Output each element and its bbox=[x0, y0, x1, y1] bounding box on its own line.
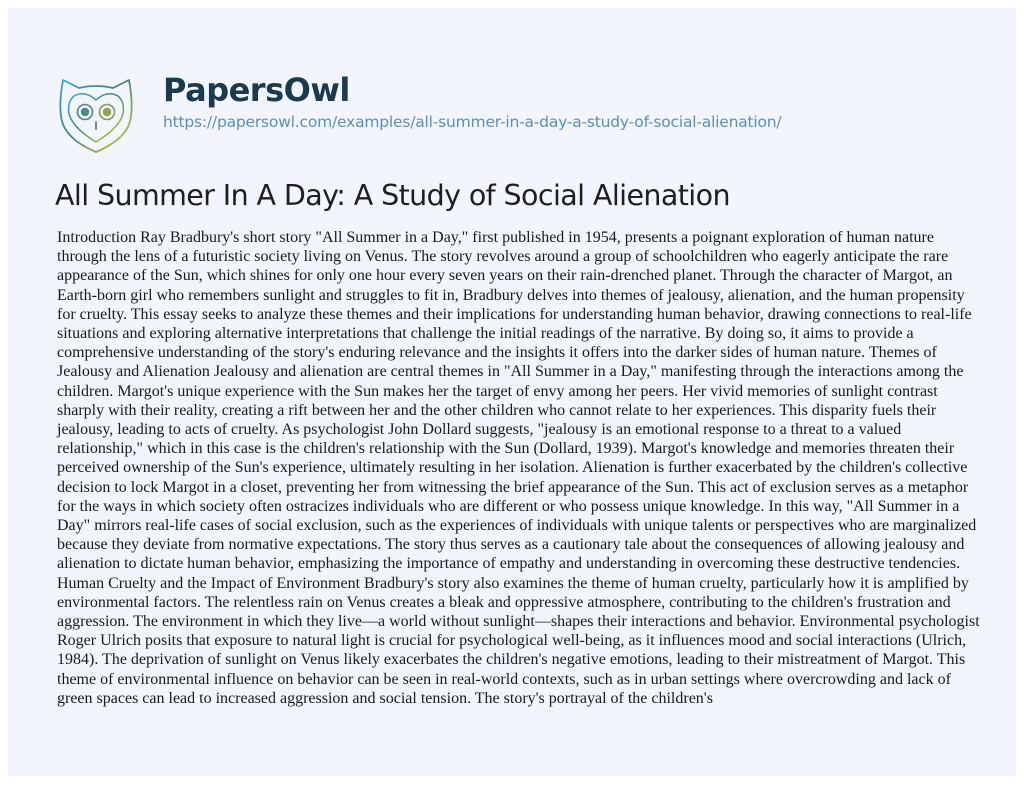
body-line: children. Margot's unique experience with the Sun makes her the target of envy among her peers. Her vivid memories of sunlight contrast bbox=[57, 382, 938, 400]
body-line: green spaces can lead to increased aggression and social tension. The story's portrayal of the children's bbox=[57, 689, 713, 707]
body-line: Introduction Ray Bradbury's short story "All Summer in a Day," first published in 1954, presents a poignant exploration of human nature bbox=[57, 229, 934, 246]
body-line: Human Cruelty and the Impact of Environment Bradbury's story also examines the theme of human cruelty, particularly how it is amplified by bbox=[57, 574, 969, 592]
body-line: jealousy, leading to acts of cruelty. As psychologist John Dollard suggests, "jealousy is an emotional response to a threat to a valued bbox=[57, 421, 902, 439]
body-line: comprehensive understanding of the story's enduring relevance and the insights it offers into the darker sides of human nature. Themes of bbox=[57, 344, 937, 362]
body-line: Jealousy and Alienation Jealousy and alienation are central themes in "All Summer in a Day," manifesting through the interactions among the bbox=[57, 363, 964, 381]
article-body bbox=[57, 228, 997, 708]
body-line: for cruelty. This essay seeks to analyze these themes and their implications for understanding human behavior, drawing connections to real-life bbox=[57, 305, 972, 323]
body-line: 1984). The deprivation of sunlight on Venus likely exacerbates the children's negative emotions, leading to their mistreatment of Margot. This bbox=[57, 651, 966, 669]
document-page bbox=[8, 8, 1016, 776]
body-line: through the lens of a futuristic society living on Venus. The story revolves around a group of schoolchildren who eagerly anticipate the rare bbox=[57, 248, 949, 266]
brand-name: PapersOwl bbox=[163, 71, 350, 109]
body-line: appearance of the Sun, which shines for only one hour every seven years on their rain-drenched planet. Through the character of Margot, an bbox=[57, 267, 953, 285]
body-line: theme of environmental influence on behavior can be seen in real-world contexts, such as in urban settings where overcrowding and lack of bbox=[57, 670, 951, 688]
body-line: Earth-born girl who remembers sunlight and struggles to fit in, Bradbury delves into themes of jealousy, alienation, and the human propensity bbox=[57, 286, 965, 304]
body-line: situations and exploring alternative interpretations that challenge the initial readings of the narrative. By doing so, it aims to provide a bbox=[57, 325, 914, 343]
body-line: sharply with their reality, creating a rift between her and the other children who cannot relate to her experiences. This disparity fuels their bbox=[57, 401, 937, 419]
body-line: relationship," which in this case is the children's relationship with the Sun (Dollard, 1939). Margot's knowledge and memories threaten their bbox=[57, 440, 955, 458]
body-line: Day" mirrors real-life cases of social exclusion, such as the experiences of individuals with unique talents or perspectives who are marginalized bbox=[57, 517, 977, 535]
body-line: for the ways in which society often ostracizes individuals who are different or who possess unique knowledge. In this way, "All Summer in a bbox=[57, 497, 960, 515]
source-url: https://papersowl.com/examples/all-summer-in-a-day-a-study-of-social-alienation/ bbox=[163, 113, 782, 131]
body-line: environmental factors. The relentless rain on Venus creates a bleak and oppressive atmosphere, contributing to the children's frustration and bbox=[57, 593, 951, 611]
body-line: perceived ownership of the Sun's experience, ultimately resulting in her isolation. Alienation is further exacerbated by the children's collective bbox=[57, 459, 968, 477]
body-line: alienation to dictate human behavior, emphasizing the importance of empathy and understanding in overcoming these destructive tendencies. bbox=[57, 555, 961, 573]
body-line: decision to lock Margot in a closet, preventing her from witnessing the brief appearance of the Sun. This act of exclusion serves as a metaphor bbox=[57, 478, 969, 496]
owl-logo-icon bbox=[57, 72, 135, 156]
body-line: Roger Ulrich posits that exposure to natural light is crucial for psychological well-being, as it influences mood and social interactions (Ulrich, bbox=[57, 632, 967, 650]
body-line: because they deviate from normative expectations. The story thus serves as a cautionary tale about the consequences of allowing jealousy and bbox=[57, 536, 965, 554]
article-title: All Summer In A Day: A Study of Social Alienation bbox=[55, 179, 730, 212]
body-line: aggression. The environment in which they live—a world without sunlight—shapes their interactions and behavior. Environmental psychologist bbox=[57, 613, 980, 631]
